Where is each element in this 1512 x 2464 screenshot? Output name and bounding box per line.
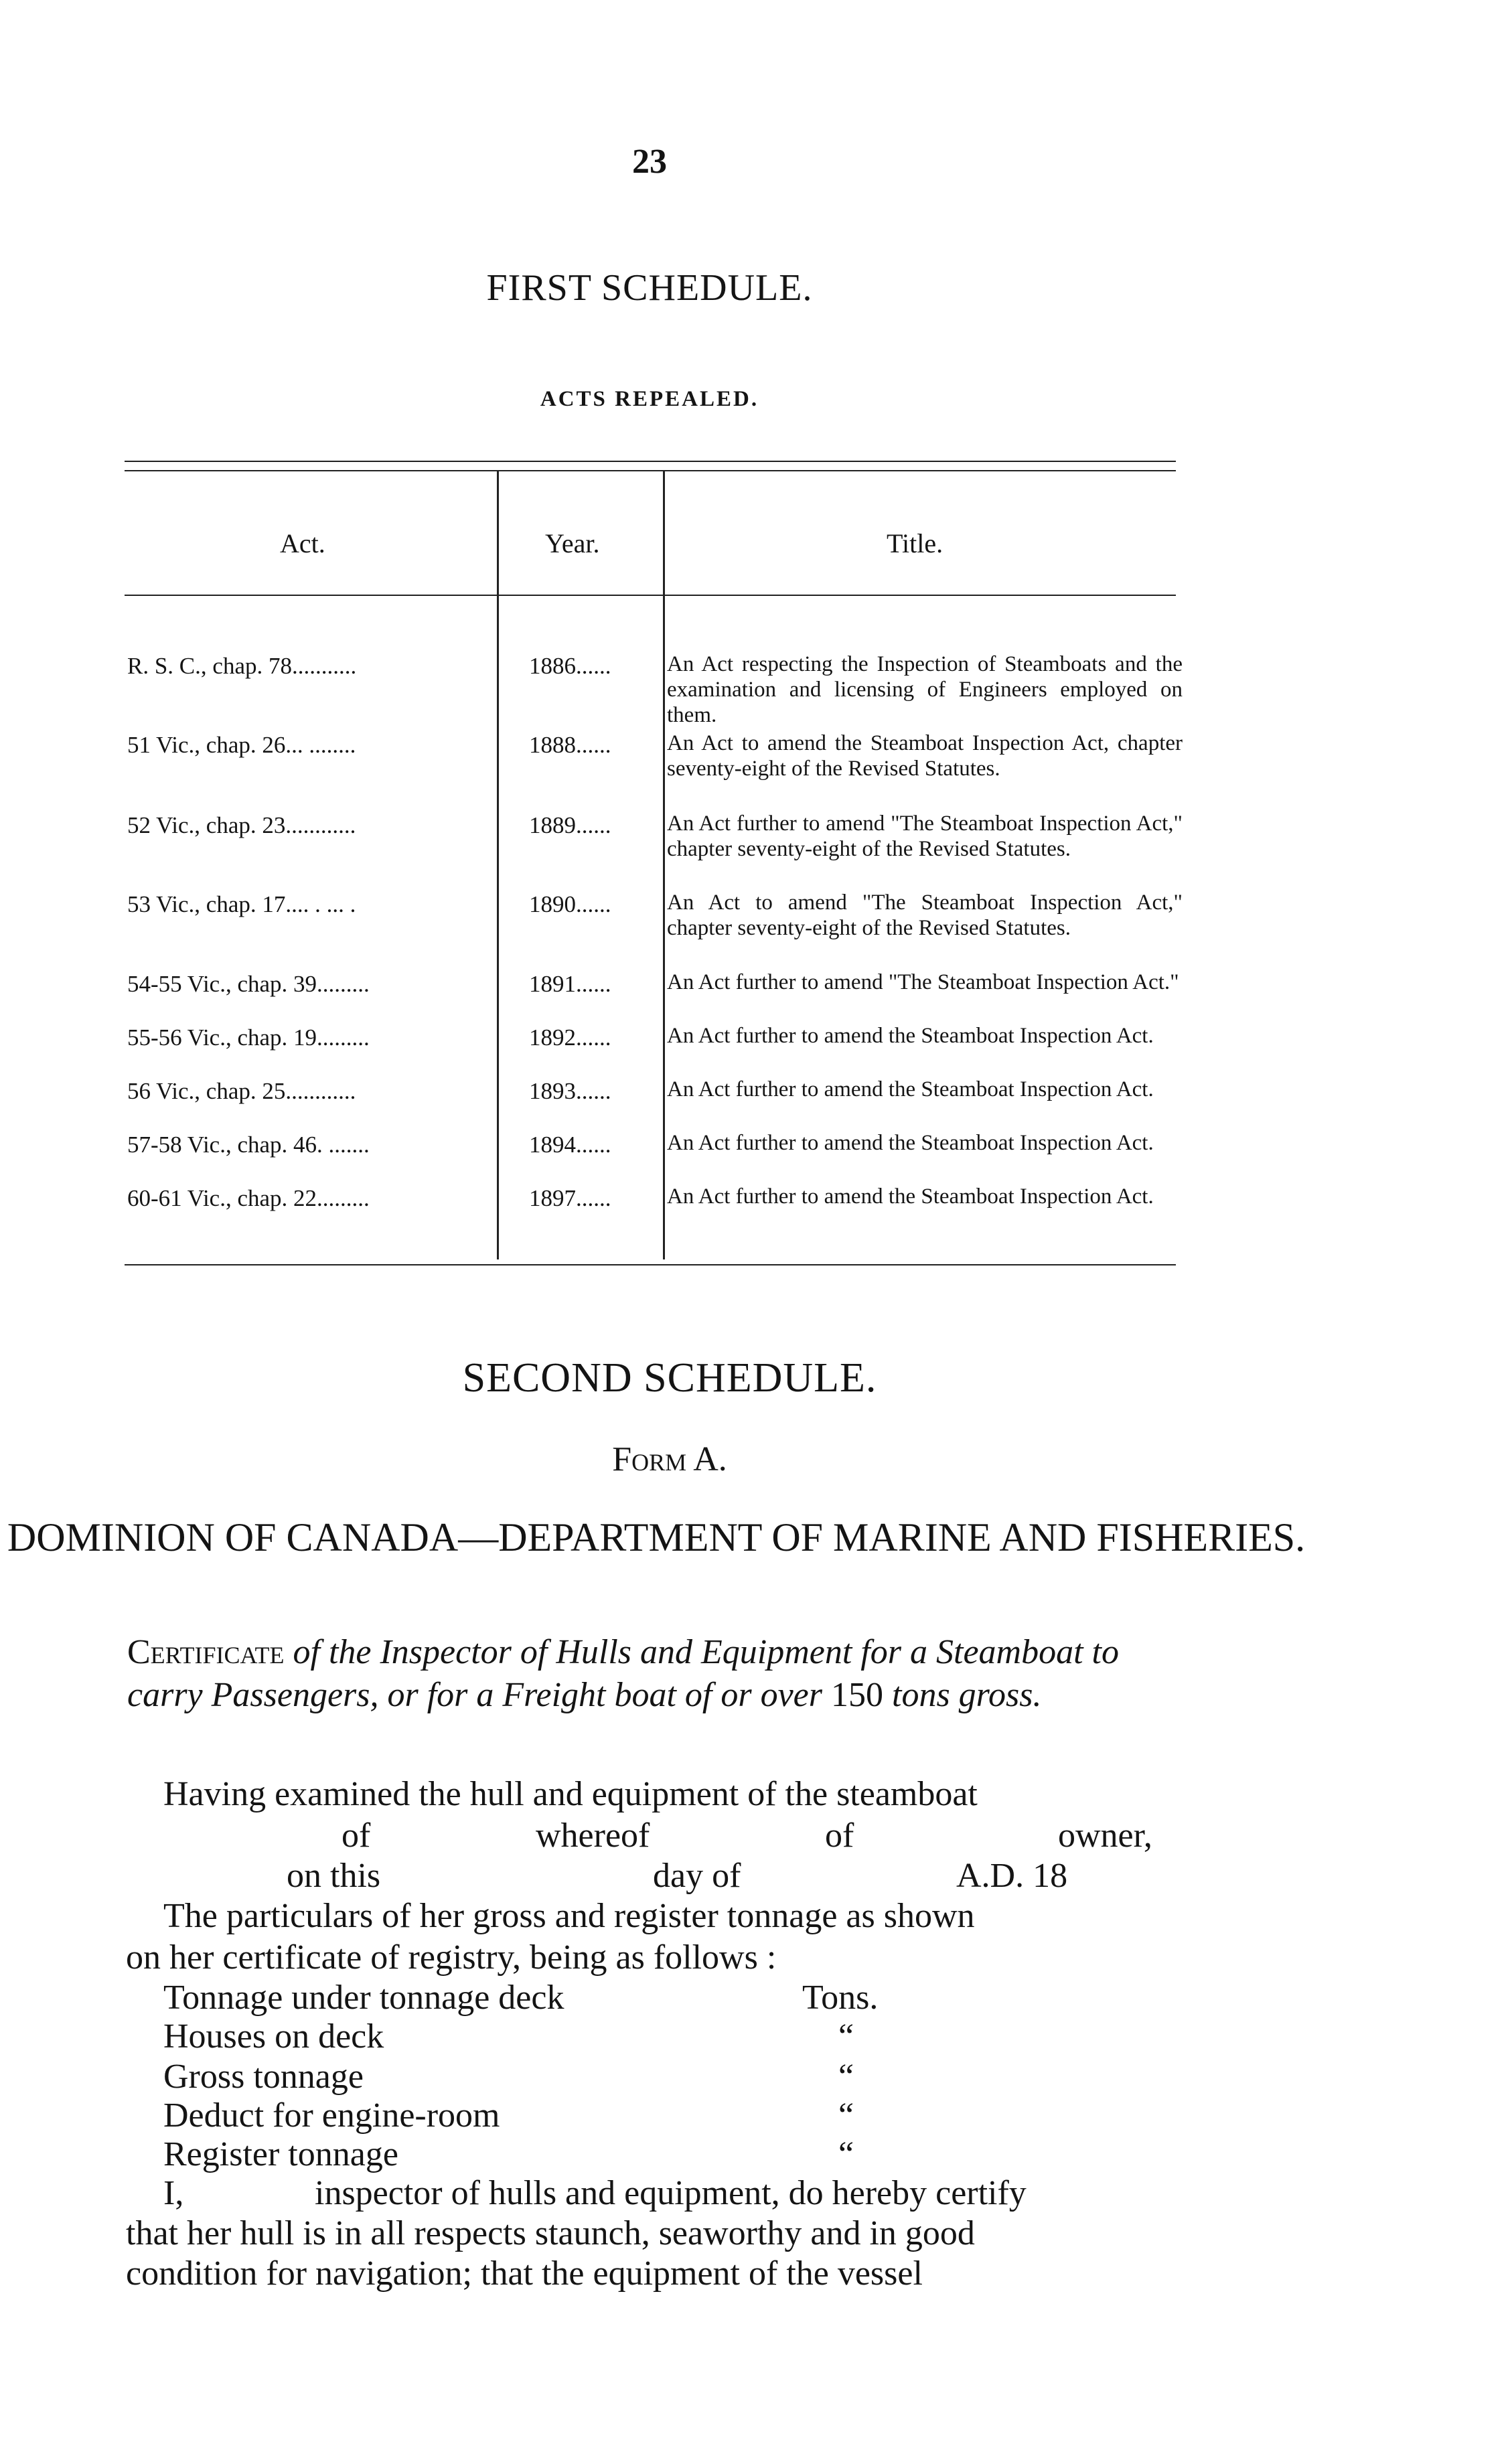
form-line-3b: day of: [653, 1857, 741, 1895]
row-year: 1889......: [529, 812, 611, 838]
second-schedule-title: SECOND SCHEDULE.: [462, 1355, 877, 1401]
row-year: 1894......: [529, 1132, 611, 1158]
row-act: R. S. C., chap. 78...........: [127, 653, 357, 679]
certificate-end: tons gross.: [892, 1676, 1042, 1714]
row-year: 1893......: [529, 1078, 611, 1104]
form-line-8: condition for navigation; that the equipment of the vessel: [126, 2254, 923, 2293]
row-act: 52 Vic., chap. 23............: [127, 812, 356, 838]
row-title: An Act to amend the Steamboat Inspection Act, chapter seventy-eight of the Revised Statutes.: [667, 731, 1183, 781]
form-line-3c: A.D. 18: [956, 1857, 1068, 1895]
table-top-rule-2: [125, 470, 1176, 471]
row-title: An Act further to amend "The Steamboat Inspection Act," chapter seventy-eight of the Revised Statutes.: [667, 812, 1183, 861]
column-header-act: Act.: [280, 528, 325, 558]
ditto-mark: “: [838, 2017, 854, 2056]
register-tonnage: Register tonnage: [163, 2135, 398, 2173]
form-line-2c: of: [825, 1817, 854, 1855]
table-header-rule: [125, 595, 1176, 596]
table-divider-1: [497, 471, 499, 1259]
certificate-heading: [127, 1631, 1185, 1717]
table-divider-2: [663, 471, 665, 1259]
ditto-mark: “: [838, 2135, 854, 2173]
deduct-engine-room: Deduct for engine-room: [163, 2096, 500, 2135]
row-year: 1891......: [529, 971, 611, 997]
row-title: An Act to amend "The Steamboat Inspection Act," chapter seventy-eight of the Revised Statutes.: [667, 891, 1183, 940]
row-title: An Act further to amend the Steamboat Inspection Act.: [667, 1077, 1154, 1101]
row-act: 60-61 Vic., chap. 22.........: [127, 1185, 370, 1211]
first-schedule-title: FIRST SCHEDULE.: [486, 267, 813, 309]
table-bottom-rule: [125, 1264, 1176, 1265]
row-year: 1890......: [529, 891, 611, 917]
column-header-year: Year.: [545, 528, 600, 558]
department-heading: DOMINION OF CANADA—DEPARTMENT OF MARINE AND FISHERIES.: [7, 1515, 1306, 1559]
ditto-mark: “: [838, 2058, 854, 2096]
ditto-mark: “: [838, 2096, 854, 2135]
gross-tonnage: Gross tonnage: [163, 2058, 364, 2096]
form-line-7: that her hull is in all respects staunch, seaworthy and in good: [126, 2214, 975, 2252]
row-title: An Act further to amend the Steamboat Inspection Act.: [667, 1024, 1154, 1048]
row-year: 1888......: [529, 732, 611, 758]
acts-repealed-heading: ACTS REPEALED.: [540, 387, 759, 411]
form-line-3a: on this: [287, 1857, 381, 1895]
row-year: 1892......: [529, 1024, 611, 1051]
form-line-1: Having examined the hull and equipment of the steamboat: [163, 1775, 978, 1813]
column-header-title: Title.: [887, 528, 943, 558]
row-act: 54-55 Vic., chap. 39.........: [127, 971, 370, 997]
row-act: 56 Vic., chap. 25............: [127, 1078, 356, 1104]
row-title: An Act further to amend the Steamboat Inspection Act.: [667, 1184, 1154, 1209]
row-act: 57-58 Vic., chap. 46. .......: [127, 1132, 370, 1158]
form-label: Form A.: [612, 1440, 727, 1478]
tons-unit: Tons.: [802, 1979, 879, 2017]
row-year: 1886......: [529, 653, 611, 679]
row-year: 1897......: [529, 1185, 611, 1211]
form-line-2b: whereof: [536, 1817, 650, 1855]
tonnage-under-deck: Tonnage under tonnage deck: [163, 1979, 564, 2017]
row-act: 53 Vic., chap. 17.... . ... .: [127, 891, 356, 917]
form-line-6a: I,: [163, 2174, 184, 2212]
table-top-rule: [125, 461, 1176, 462]
row-title: An Act further to amend the Steamboat Inspection Act.: [667, 1131, 1154, 1155]
form-line-2a: of: [342, 1817, 371, 1855]
row-act: 55-56 Vic., chap. 19.........: [127, 1024, 370, 1051]
form-line-5: on her certificate of registry, being as follows :: [126, 1938, 777, 1977]
certificate-text: of the Inspector of Hulls and Equipment for a Steamboat to carry Passengers, or for a Freight boat of or over: [127, 1633, 1119, 1714]
page-number: 23: [632, 143, 667, 181]
row-act: 51 Vic., chap. 26... ........: [127, 732, 356, 758]
form-line-4: The particulars of her gross and register tonnage as shown: [163, 1897, 975, 1935]
certificate-tons: 150: [831, 1676, 883, 1714]
form-line-2d: owner,: [1058, 1817, 1152, 1855]
row-title: An Act further to amend "The Steamboat Inspection Act.": [667, 970, 1179, 994]
houses-on-deck: Houses on deck: [163, 2017, 384, 2056]
row-title: An Act respecting the Inspection of Steamboats and the examination and licensing of Engineers employed on them.: [667, 652, 1183, 727]
form-line-6b: inspector of hulls and equipment, do hereby certify: [315, 2174, 1027, 2212]
certificate-lead: Certificate: [127, 1633, 285, 1671]
